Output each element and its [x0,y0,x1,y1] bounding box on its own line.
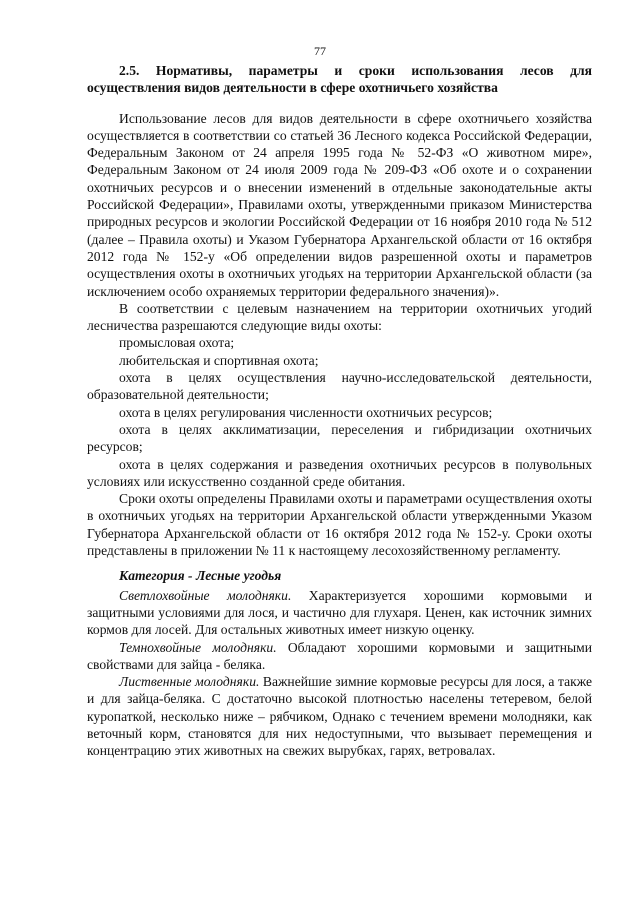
list-item-breeding-hunting: охота в целях содержания и разведения охотничьих ресурсов в полувольных условиях или искусственно созданной среде обитания. [87,456,592,489]
list-item-population-control-hunting: охота в целях регулирования численности охотничьих ресурсов; [119,404,493,420]
category-description: Обладают хорошими кормовыми и защитными свойствами для зайца - беляка. [87,639,592,672]
section-heading: 2.5. Нормативы, параметры и сроки использования лесов для осуществления видов деятельности в сфере охотничьего хозяйства [87,63,592,96]
category-term: Темнохвойные молодняки. [119,639,277,655]
page-content [87,62,592,760]
category-description: Характеризуется хорошими кормовыми и защитными условиями для лося, и частично для глухаря. Ценен, как источник зимних кормов для лосей. Для остальных животных имеет низкую оценку. [87,587,593,638]
paragraph-legal-basis: Использование лесов для видов деятельности в сфере охотничьего хозяйства осуществляется в соответствии со статьей 36 Лесного кодекса Российской Федерации, Федеральным Законом от 24 апреля 1995 года № 52-ФЗ «О животном мире», Федеральным Законом от 24 июля 2009 года № 209-ФЗ «Об охоте и о сохранении охотничьих ресурсов и о внесении изменений в отдельные законодательные акты Российской Федерации», Правилами охоты, утвержденными приказом Министерства природных ресурсов и экологии Российской Федерации от 16 ноября 2010 года № 512 (далее – Правила охоты) и Указом Губернатора Архангельской области от 16 октября 2012 года № 152-у «Об определении видов разрешенной охоты и параметров осуществления охоты в охотничьих угодьях на территории Архангельской области (за исключением особо охраняемых территории федерального значения)». [87,110,592,299]
category-heading: Категория - Лесные угодья [119,568,282,584]
category-term: Лиственные молодняки. [119,674,260,690]
category-term: Светлохвойные молодняки. [119,587,292,603]
category-light-conifer [87,587,592,639]
list-item-commercial-hunting: промысловая охота; [119,335,235,351]
paragraph-hunting-types-intro: В соответствии с целевым назначением на территории охотничьих угодий лесничества разрешаются следующие виды охоты: [87,300,592,334]
list-item-research-hunting: охота в целях осуществления научно-исследовательской деятельности, образовательной деятельности; [87,370,592,403]
page-number: 77 [314,44,326,58]
category-description: Важнейшие зимние кормовые ресурсы для лося, а также и для зайца-беляка. С достаточно высокой плотностью населены тетеревом, белой куропаткой, несколько ниже – рябчиком, Однако с течением времени молодняки, как веточный корм, становятся для них недоступными, что вызывает перемещения и концентрацию этих животных на свежих вырубках, гарях, ветровалах. [87,674,592,759]
category-deciduous [87,673,592,759]
paragraph-hunting-periods: Сроки охоты определены Правилами охоты и параметрами осуществления охоты в охотничьих угодьях на территории Архангельской области утвержденными Указом Губернатора Архангельской области от 16 октября 2012 года № 152-у. Сроки охоты представлены в приложении № 11 к настоящему лесохозяйственному регламенту. [87,491,592,559]
list-item-amateur-sport-hunting: любительская и спортивная охота; [119,352,319,368]
category-dark-conifer [87,639,592,674]
list-item-acclimatization-hunting: охота в целях акклиматизации, переселения и гибридизации охотничьих ресурсов; [87,421,592,455]
